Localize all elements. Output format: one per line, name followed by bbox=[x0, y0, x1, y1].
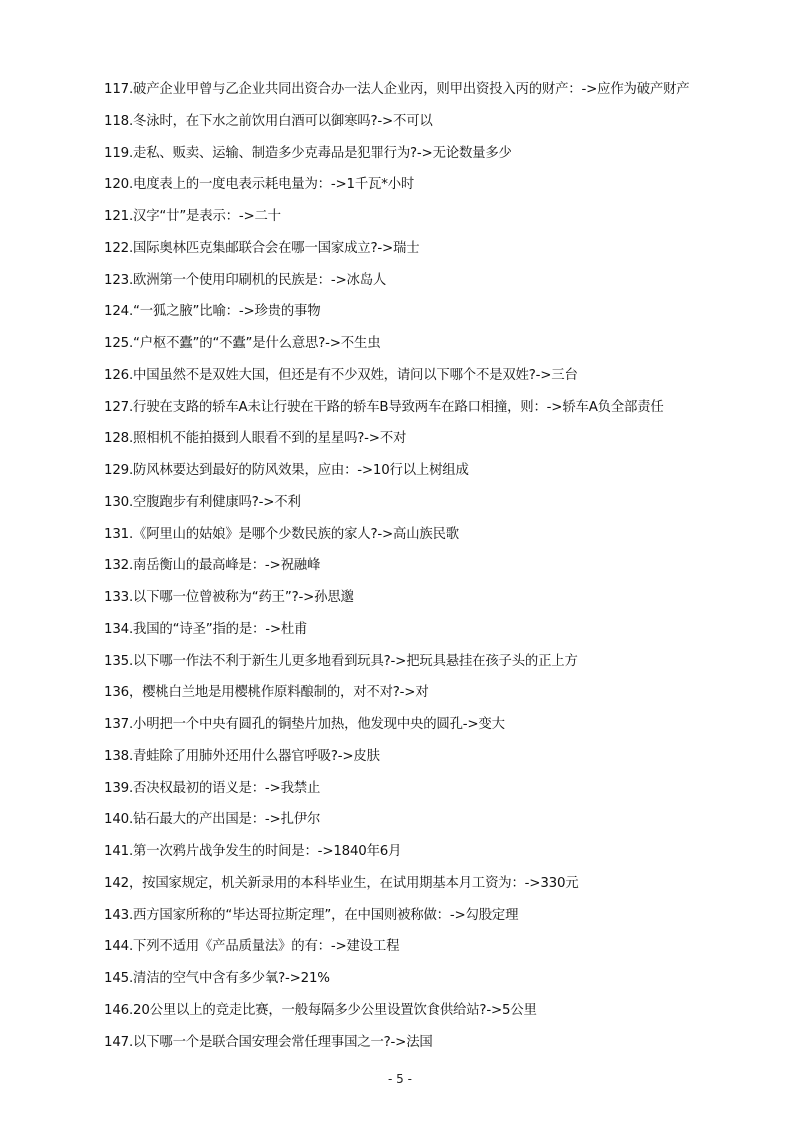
qa-item: 136，樱桃白兰地是用樱桃作原料酿制的，对不对?->对 bbox=[104, 685, 429, 701]
qa-item: 130.空腹跑步有利健康吗?->不利 bbox=[104, 494, 301, 510]
qa-item: 133.以下哪一位曾被称为“药王”?->孙思邈 bbox=[104, 590, 354, 605]
qa-item: 134.我国的“诗圣”指的是：->杜甫 bbox=[104, 621, 308, 637]
qa-item: 135.以下哪一作法不利于新生儿更多地看到玩具?->把玩具悬挂在孩子头的正上方 bbox=[104, 653, 578, 669]
qa-item: 126.中国虽然不是双姓大国，但还是有不少双姓，请问以下哪个不是双姓?->三台 bbox=[104, 367, 578, 383]
qa-item: 124.“一狐之腋”比喻：->珍贵的事物 bbox=[104, 304, 321, 320]
qa-item: 117.破产企业甲曾与乙企业共同出资合办一法人企业丙，则甲出资投入丙的财产：->应作为破产财产 bbox=[104, 82, 690, 97]
qa-item: 131.《阿里山的姑娘》是哪个少数民族的家人?->高山族民歌 bbox=[104, 526, 459, 542]
qa-item: 139.否决权最初的语义是：->我禁止 bbox=[104, 780, 321, 796]
qa-item: 125.“户枢不蠹”的“不蠹”是什么意思?->不生虫 bbox=[104, 336, 381, 351]
qa-item: 145.清洁的空气中含有多少氧?->21% bbox=[104, 971, 330, 986]
qa-item: 123.欧洲第一个使用印刷机的民族是：->冰岛人 bbox=[104, 272, 387, 288]
qa-item: 142，按国家规定，机关新录用的本科毕业生，在试用期基本月工资为：->330元 bbox=[104, 875, 579, 891]
qa-item: 132.南岳衡山的最高峰是：->祝融峰 bbox=[104, 558, 321, 574]
qa-item: 119.走私、贩卖、运输、制造多少克毒品是犯罪行为?->无论数量多少 bbox=[104, 145, 512, 161]
qa-item: 143.西方国家所称的“毕达哥拉斯定理”，在中国则被称做：->勾股定理 bbox=[104, 907, 519, 923]
qa-item: 147.以下哪一个是联合国安理会常任理事国之一?->法国 bbox=[104, 1034, 433, 1050]
qa-item: 128.照相机不能拍摄到人眼看不到的星星吗?->不对 bbox=[104, 431, 407, 447]
qa-item: 120.电度表上的一度电表示耗电量为：->1千瓦*小时 bbox=[104, 177, 415, 193]
qa-item: 122.国际奥林匹克集邮联合会在哪一国家成立?->瑞士 bbox=[104, 240, 420, 256]
qa-item: 121.汉字“廿”是表示：->二十 bbox=[104, 209, 281, 224]
qa-item: 127.行驶在支路的轿车A未让行驶在干路的轿车B导致两车在路口相撞，则：->轿车A负全部责任 bbox=[104, 399, 664, 415]
qa-item: 141.第一次鸦片战争发生的时间是：->1840年6月 bbox=[104, 844, 402, 859]
qa-item: 129.防风林要达到最好的防风效果，应由：->10行以上树组成 bbox=[104, 463, 469, 478]
page-number: - 5 - bbox=[388, 1072, 412, 1086]
qa-item: 118.冬泳时，在下水之前饮用白酒可以御寒吗?->不可以 bbox=[104, 113, 433, 129]
qa-item: 138.青蛙除了用肺外还用什么器官呼吸?->皮肤 bbox=[104, 748, 380, 764]
qa-item: 137.小明把一个中央有圆孔的铜垫片加热，他发现中央的圆孔->变大 bbox=[104, 717, 505, 732]
qa-list bbox=[0, 79, 800, 1063]
qa-item: 146.20公里以上的竞走比赛，一般每隔多少公里设置饮食供给站?->5公里 bbox=[104, 1002, 537, 1018]
qa-item: 144.下列不适用《产品质量法》的有：->建设工程 bbox=[104, 939, 400, 955]
qa-item: 140.钻石最大的产出国是：->扎伊尔 bbox=[104, 812, 321, 828]
